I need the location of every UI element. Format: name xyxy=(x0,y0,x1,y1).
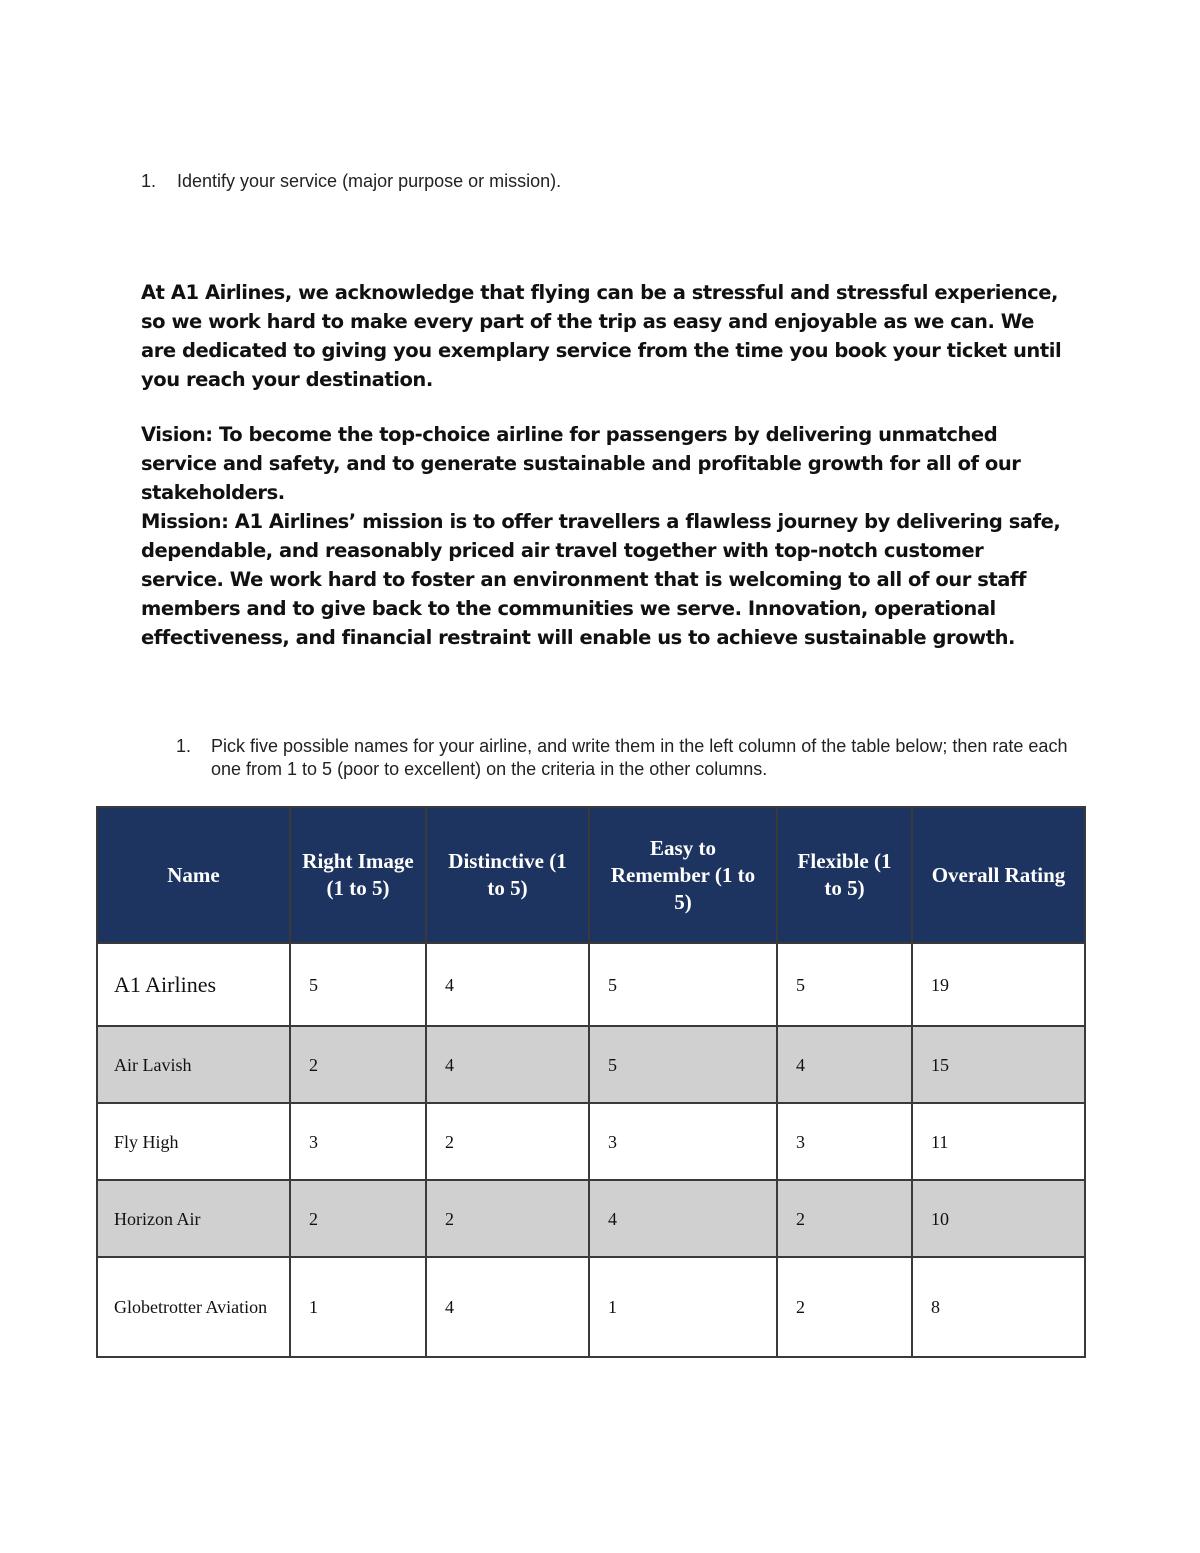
cell-right-image: 2 xyxy=(290,1026,426,1103)
cell-easy-to-remember: 1 xyxy=(589,1257,777,1357)
table-row xyxy=(97,1026,1085,1103)
cell-overall: 15 xyxy=(912,1026,1085,1103)
cell-right-image: 2 xyxy=(290,1180,426,1257)
table-row xyxy=(97,943,1085,1026)
cell-distinctive: 4 xyxy=(426,1257,589,1357)
cell-easy-to-remember: 4 xyxy=(589,1180,777,1257)
header-name: Name xyxy=(97,807,290,943)
cell-distinctive: 2 xyxy=(426,1180,589,1257)
cell-distinctive: 2 xyxy=(426,1103,589,1180)
cell-distinctive: 4 xyxy=(426,1026,589,1103)
question-2 xyxy=(176,735,1076,783)
cell-overall: 19 xyxy=(912,943,1085,1026)
cell-flexible: 2 xyxy=(777,1257,912,1357)
header-right-image: Right Image (1 to 5) xyxy=(290,807,426,943)
cell-right-image: 5 xyxy=(290,943,426,1026)
question-1-number: 1. xyxy=(141,171,157,191)
cell-easy-to-remember: 5 xyxy=(589,1026,777,1103)
airline-name-ratings-table xyxy=(96,806,1086,1358)
cell-right-image: 1 xyxy=(290,1257,426,1357)
question-1 xyxy=(141,170,1041,194)
answer-intro-paragraph: At A1 Airlines, we acknowledge that flying can be a stressful and stressful experience, so we work hard to make every part of the trip as easy and enjoyable as we can. We are dedicated to giving you exemplary service from the time you book your ticket until you reach your destination. xyxy=(141,281,1062,391)
question-1-text: Identify your service (major purpose or mission). xyxy=(177,171,562,191)
table-header-row xyxy=(97,807,1085,943)
cell-flexible: 4 xyxy=(777,1026,912,1103)
cell-easy-to-remember: 5 xyxy=(589,943,777,1026)
table-row xyxy=(97,1103,1085,1180)
cell-overall: 11 xyxy=(912,1103,1085,1180)
cell-right-image: 3 xyxy=(290,1103,426,1180)
header-flexible: Flexible (1 to 5) xyxy=(777,807,912,943)
cell-name: Horizon Air xyxy=(97,1180,290,1257)
vision-statement: Vision: To become the top-choice airline for passengers by delivering unmatched service and safety, and to generate sustainable and profitable growth for all of our stakeholders. xyxy=(141,423,1021,504)
header-distinctive: Distinctive (1 to 5) xyxy=(426,807,589,943)
cell-overall: 10 xyxy=(912,1180,1085,1257)
cell-flexible: 2 xyxy=(777,1180,912,1257)
cell-name: Globetrotter Aviation xyxy=(97,1257,290,1357)
cell-name: A1 Airlines xyxy=(97,943,290,1026)
table-row xyxy=(97,1180,1085,1257)
cell-name: Fly High xyxy=(97,1103,290,1180)
question-2-number: 1. xyxy=(176,736,192,756)
question-2-text: Pick five possible names for your airline, and write them in the left column of the table below; then rate each one from 1 to 5 (poor to excellent) on the criteria in the other columns. xyxy=(211,736,1068,779)
cell-easy-to-remember: 3 xyxy=(589,1103,777,1180)
cell-flexible: 3 xyxy=(777,1103,912,1180)
cell-flexible: 5 xyxy=(777,943,912,1026)
mission-statement: Mission: A1 Airlines’ mission is to offer travellers a flawless journey by delivering safe, dependable, and reasonably priced air travel together with top-notch customer service. We work hard to foster an environment that is welcoming to all of our staff members and to give back to the communities we serve. Innovation, operational effectiveness, and financial restraint will enable us to achieve sustainable growth. xyxy=(141,510,1061,649)
header-overall-rating: Overall Rating xyxy=(912,807,1085,943)
cell-distinctive: 4 xyxy=(426,943,589,1026)
header-easy-to-remember: Easy to Remember (1 to 5) xyxy=(589,807,777,943)
table-row xyxy=(97,1257,1085,1357)
cell-name: Air Lavish xyxy=(97,1026,290,1103)
cell-overall: 8 xyxy=(912,1257,1085,1357)
